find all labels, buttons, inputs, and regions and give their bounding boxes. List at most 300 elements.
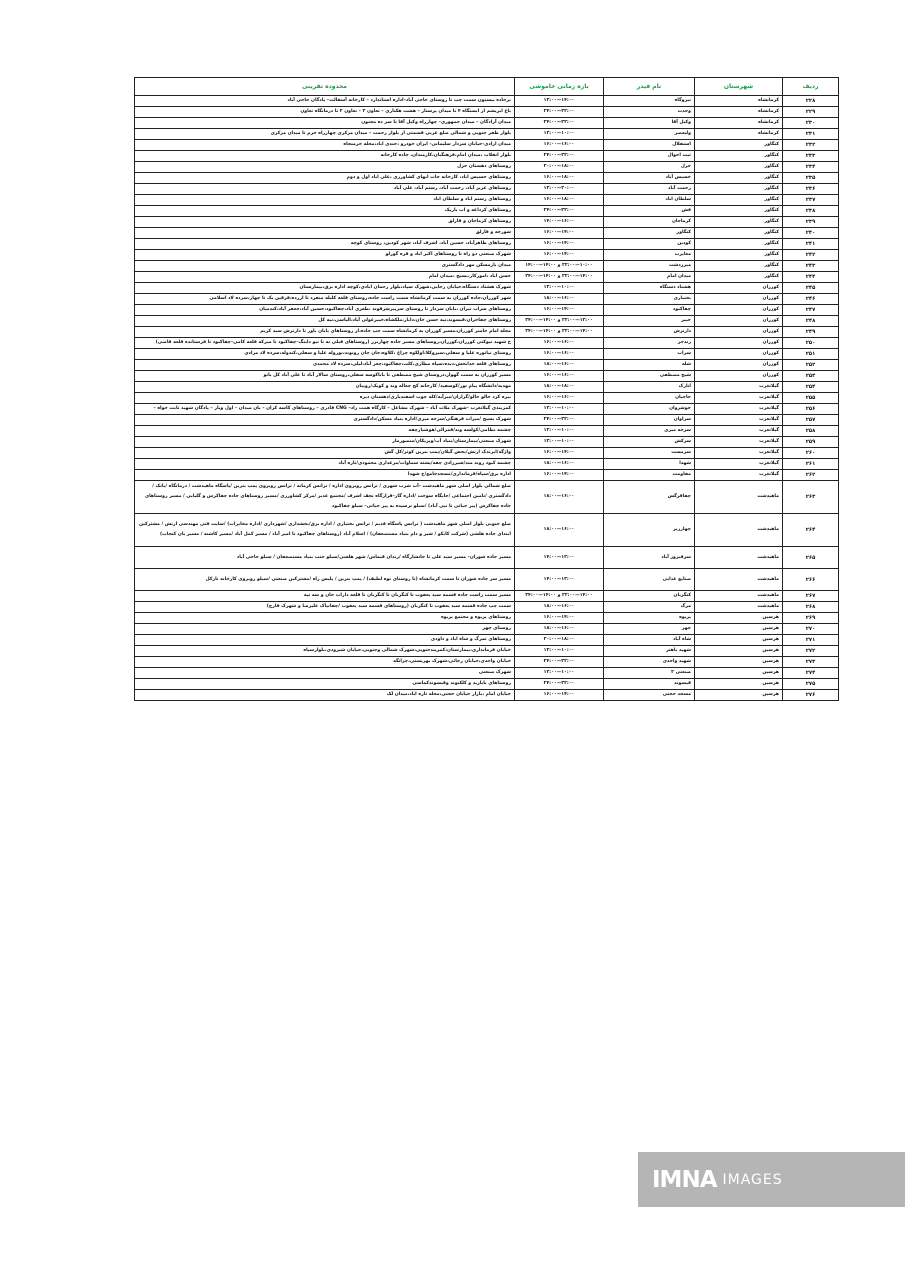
row-number-cell: ۲۳۱ [783,129,839,140]
county-cell: کوزران [695,349,783,360]
feeder-cell: شهید واحدی [604,657,695,668]
county-cell: کوزران [695,283,783,294]
county-cell: هرسین [695,624,783,635]
county-cell: کنگاور [695,206,783,217]
row-number-cell: ۲۲۹ [783,107,839,118]
table-row [135,668,839,679]
table-row [135,679,839,690]
table-body [135,96,839,701]
area-cell: باغ ابریشم از ایستگاه ۴ تا میدان پرستار – هشت هکتاری – تعاون ۳ – تعاون ۲ تا درمانگاه تعاون [135,107,515,118]
county-cell: هرسین [695,657,783,668]
county-cell: گیلانغرب [695,393,783,404]
time-cell: ۱۶:۰۰—۱۶:۰۰ [515,349,604,360]
row-number-cell: ۲۷۳ [783,657,839,668]
table-row [135,426,839,437]
table-header-row [135,78,839,96]
county-cell: ماهیدشت [695,569,783,591]
header-time: بازه زمانی خاموشی [515,78,604,96]
table-row [135,547,839,569]
area-cell: میدان ازادی-خیابان سردار سلیمانی- ایران خودرو ،جندی اباد،محله خرمنجاه [135,140,515,151]
county-cell: کنگاور [695,140,783,151]
row-number-cell: ۲۳۸ [783,206,839,217]
county-cell: ماهیدشت [695,591,783,602]
row-number-cell: ۲۴۳ [783,261,839,272]
area-cell: روستاهای طاهرآباد، حسین آباد، اشرف آباد، شهر کودین، روستای کوچه [135,239,515,250]
county-cell: گیلانغرب [695,426,783,437]
time-cell: ۱۰:۰۰—۱۲:۰۰ [515,283,604,294]
table-row [135,96,839,107]
area-cell: روستاهای قلعه خدابخش،دیده،سپاه مطاری،کلت،چقاکبود،چغر آباد،لیلی،سرده لاد محمدی [135,360,515,371]
area-cell: سمت چپ جاده قسمه سید یعقوب تا کنگربان (روستاهای قسمه سید یعقوب /چقانیاک علیرضا و شهرک قارچ) [135,602,515,613]
table-row [135,514,839,547]
area-cell: روستاهای کرداغه و اب باریک [135,206,515,217]
table-row [135,624,839,635]
time-cell: ۱۰:۰۰—۱۲:۰۰ [515,426,604,437]
feeder-cell: سراوان [604,415,695,426]
row-number-cell: ۲۶۰ [783,448,839,459]
feeder-cell: پریوه [604,613,695,624]
table-row [135,129,839,140]
time-cell: ۱۴:۰۰—۱۶:۰۰ [515,239,604,250]
table-row [135,404,839,415]
time-cell: ۱۴:۰۰—۲۲:۰۰ و ۱۴:۰۰—۲۴:۰۰ [515,591,604,602]
feeder-cell: بختیاری [604,294,695,305]
county-cell: کوزران [695,316,783,327]
table-row [135,646,839,657]
feeder-cell: نیروگاه [604,96,695,107]
row-number-cell: ۲۷۱ [783,635,839,646]
time-cell: ۲۲:۰۰—۲۴:۰۰ [515,415,604,426]
area-cell: روستاهای پریوه و مجتمع پریوه [135,613,515,624]
row-number-cell: ۲۷۴ [783,668,839,679]
feeder-cell: چقاکبود [604,305,695,316]
table-row [135,239,839,250]
county-cell: کوزران [695,327,783,338]
row-number-cell: ۲۵۵ [783,393,839,404]
feeder-cell: استقلال [604,140,695,151]
area-cell: روستاهای عزیز آباد، رحمت آباد، رستم آباد، علی آباد [135,184,515,195]
table-row [135,107,839,118]
row-number-cell: ۲۶۸ [783,602,839,613]
table-row [135,481,839,514]
table-row [135,602,839,613]
time-cell: ۱۰:۰۰—۱۲:۰۰ [515,668,604,679]
feeder-cell: سرخه میری [604,426,695,437]
row-number-cell: ۲۶۵ [783,547,839,569]
time-cell: ۱۰:۰۰—۱۲:۰۰ [515,404,604,415]
county-cell: گیلانغرب [695,437,783,448]
county-cell: کنگاور [695,272,783,283]
watermark-suffix: IMAGES [722,1171,783,1188]
area-cell: روستاهای تمرگ و شاه اباد و داودی [135,635,515,646]
county-cell: کوزران [695,305,783,316]
county-cell: کوزران [695,371,783,382]
area-cell: بلوار ظفر جنوبی و شمالی ضلع غربی قسمتی از بلوار رحمت – میدان مرکزی چهارراه خرم تا میدان مرکزی [135,129,515,140]
table-row [135,470,839,481]
area-cell: ضلع شمالی بلوار اصلی شهر ماهیدشت –آب شرب شهری / ترانس روبروی اداره / ترانس کرمانه / ترانس روبروی پمپ بنزین /پاسگاه ماهیدشت / درمانگاه /بانک /دادگستری /تامین اجتماعی /جایگاه سوخت /اداره گاز–قرارگاه نجف اشرف /مجتمع غدیر /مرکز کشاورزی /مسیر روستاهای جاده چقاکرس و گلیایی / مسیر روستاهای جاده چقاکرس (پیر حیاتی تا نبی آباد) /سیلو نرسیده به پیر حیاتی– سیلو چقاکبود [135,481,515,514]
feeder-cell: شهدا [604,459,695,470]
row-number-cell: ۲۵۷ [783,415,839,426]
area-cell: برخاده بیستون سمت چپ تا روستای حاجی آباد–اداره استاندارد – کارخانه آسفالت– پادگان حاجی آباد [135,96,515,107]
table-row [135,261,839,272]
feeder-cell: هشتاد دستگاه [604,283,695,294]
time-cell: ۱۴:۰۰—۱۶:۰۰ [515,250,604,261]
table-row [135,173,839,184]
table-row [135,591,839,602]
feeder-cell: کنگربان [604,591,695,602]
county-cell: کوزران [695,338,783,349]
feeder-cell: میدان امام [604,272,695,283]
feeder-cell: مغایرت [604,250,695,261]
time-cell: ۱۴:۰۰—۲۲:۰۰ و ۱۴:۰۰—۲۴:۰۰ [515,272,604,283]
header-area: محدوده تقریبی [135,78,515,96]
table-row [135,349,839,360]
time-cell: ۱۴:۰۰—۱۶:۰۰ [515,690,604,701]
table-row [135,371,839,382]
county-cell: گیلانغرب [695,459,783,470]
time-cell: ۱۶:۰۰—۱۸:۰۰ [515,459,604,470]
row-number-cell: ۲۴۸ [783,316,839,327]
area-cell: روستاهای بابازید و کلکنوند وقیسوندکماسی [135,679,515,690]
county-cell: هرسین [695,613,783,624]
row-number-cell: ۲۷۵ [783,679,839,690]
area-cell: چشمه کبود روند مند/شیرزادی چقه/پشته سماوات/مرغداری محمودی/تازه آباد [135,459,515,470]
time-cell: ۲۲:۰۰—۲۴:۰۰ [515,118,604,129]
row-number-cell: ۲۴۹ [783,327,839,338]
area-cell: کمربندی گیلانغرب –شهرک ملات آباد – شهرک مشاغل – کارگاه همت زاد– CNG قادری – روستاهای کاسه کران – بان میدان – اول وبار – پادگان شهید ثابت خواه – [135,404,515,415]
table-row [135,118,839,129]
time-cell: ۲۲:۰۰—۲۴:۰۰ [515,151,604,162]
row-number-cell: ۲۶۷ [783,591,839,602]
row-number-cell: ۲۴۰ [783,228,839,239]
time-cell: ۲۰:۰۰—۱۲:۰۰ [515,184,604,195]
feeder-cell: مسجد حجتی [604,690,695,701]
row-number-cell: ۲۵۲ [783,360,839,371]
row-number-cell: ۲۵۱ [783,349,839,360]
table-row [135,415,839,426]
time-cell: ۱۶:۰۰—۱۸:۰۰ [515,514,604,547]
table-row [135,635,839,646]
area-cell: شورجه و فارلق [135,228,515,239]
row-number-cell: ۲۳۴ [783,162,839,173]
county-cell: ماهیدشت [695,481,783,514]
area-cell: بیره کرد خالو خالو/گرازان/میرآبه/کله چوب اسفندیاری/دهستان دیره [135,393,515,404]
table-row [135,206,839,217]
feeder-cell: کرماجان [604,217,695,228]
row-number-cell: ۲۴۶ [783,294,839,305]
feeder-cell: مقاومت [604,470,695,481]
table-row [135,657,839,668]
area-cell: مسیر کوزران به سمت گهوار،دروستای شیخ مصطفی تا باباکوسه سفلی،روستای سالار آباد تا علی آباد کل بانو [135,371,515,382]
time-cell: ۱۶:۰۰—۱۸:۰۰ [515,481,604,514]
county-cell: گیلانغرب [695,382,783,393]
area-cell: روستاهای دهستان خزل [135,162,515,173]
county-cell: کنگاور [695,173,783,184]
time-cell: ۱۴:۰۰—۱۶:۰۰ [515,448,604,459]
row-number-cell: ۲۴۴ [783,272,839,283]
time-cell: ۱۸:۰۰—۱۶:۰۰ [515,173,604,184]
table-row [135,459,839,470]
county-cell: هرسین [695,646,783,657]
time-cell: ۱۸:۰۰—۱۶:۰۰ [515,195,604,206]
time-cell: ۱۶:۰۰—۱۶:۰۰ [515,338,604,349]
feeder-cell: سرمست [604,448,695,459]
feeder-cell: صنعتی ۲ [604,668,695,679]
feeder-cell: چهارزبر [604,514,695,547]
feeder-cell: خسیس آباد [604,173,695,184]
area-cell: روستاهای رستم اباد و سلطان اباد [135,195,515,206]
county-cell: کنگاور [695,228,783,239]
area-cell: اداره برق/سپاه/فرمانداری/مسجدجامع/خ شهدا [135,470,515,481]
feeder-cell: خوشروان [604,404,695,415]
feeder-cell: ولیعصر [604,129,695,140]
row-number-cell: ۲۵۹ [783,437,839,448]
time-cell: ۱۶:۰۰—۱۸:۰۰ [515,602,604,613]
feeder-cell: چقاقرگس [604,481,695,514]
time-cell: ۱۲:۰۰—۱۴:۰۰ [515,569,604,591]
time-cell: ۱۲:۰۰—۱۴:۰۰ [515,547,604,569]
table-row [135,613,839,624]
area-cell: مسیر سر جاده شوران تا سمت کرمانشاه (تا روستای نوه لطیف) / پمپ بنزین / پلیس راه /مشترکین صنعتی /سیلو روبروی کارخانه تازکل [135,569,515,591]
row-number-cell: ۲۴۱ [783,239,839,250]
area-cell: شهرک صنعتی/بیمارستان/بنیاد آب/ویزیکان/منصورمار [135,437,515,448]
row-number-cell: ۲۵۶ [783,404,839,415]
county-cell: کرمانشاه [695,129,783,140]
county-cell: هرسین [695,679,783,690]
county-cell: ماهیدشت [695,602,783,613]
area-cell: میدان آزادگان – میدان جمهوری– چهارراه وکیل آقا تا سر ده مجنون [135,118,515,129]
row-number-cell: ۲۵۴ [783,382,839,393]
row-number-cell: ۲۵۰ [783,338,839,349]
time-cell: ۱۶:۰۰—۱۴:۰۰ [515,217,604,228]
header-row-number: ردیف [783,78,839,96]
county-cell: هرسین [695,635,783,646]
row-number-cell: ۲۷۲ [783,646,839,657]
row-number-cell: ۲۳۰ [783,118,839,129]
feeder-cell: چهر [604,624,695,635]
county-cell: کنگاور [695,184,783,195]
feeder-cell: قیسوند [604,679,695,690]
county-cell: ماهیدشت [695,547,783,569]
watermark [638,1152,905,1207]
county-cell: هرسین [695,668,783,679]
area-cell: روستاهای کرماجان و قارلق [135,217,515,228]
feeder-cell: سرکش [604,437,695,448]
row-number-cell: ۲۶۴ [783,514,839,547]
row-number-cell: ۲۵۳ [783,371,839,382]
county-cell: کنگاور [695,195,783,206]
feeder-cell: کنگاور [604,228,695,239]
county-cell: کنگاور [695,239,783,250]
area-cell: مسیر جاده شوران– مسیر سید علی تا جانشارگاه /زندان قیماس/ شهر هلشی/سیلو جنب بنیاد مستضعفان / سیلو حاجی آباد [135,547,515,569]
table-row [135,272,839,283]
table-row [135,217,839,228]
area-cell: چشمه نظامی/کولسه وند/قمرالی/هوشیارچقه [135,426,515,437]
time-cell: ۱۶:۰۰—۱۸:۰۰ [515,360,604,371]
row-number-cell: ۲۴۷ [783,305,839,316]
time-cell: ۱۴:۰۰—۱۶:۰۰ [515,613,604,624]
table-row [135,393,839,404]
header-county: شهرستان [695,78,783,96]
table-row [135,360,839,371]
table-row [135,283,839,294]
time-cell: ۱۴:۰۰—۱۶:۰۰ [515,305,604,316]
area-cell: روستاهای چقاخزان،قیسوند،نیه حسن خان،دابار،ملکشاه،خیبرعولی آباد،الیاسی،نیه کل [135,316,515,327]
row-number-cell: ۲۳۷ [783,195,839,206]
area-cell: واژگه/ایرندک ارتش/بخش گیلان/پمپ بنزین کوثر/کل گش [135,448,515,459]
area-cell: خ شهید نیوکتی کوزران،کوزران،روستاهای مسیر جاده چهاربزر (روستاهای قبلی نه تا نیو داینگ–چقاکبود تا میرکه قلعه کامی–چقاکبود تا فرستانده قلعه قاضی) [135,338,515,349]
feeder-cell: حاجیان [604,393,695,404]
row-number-cell: ۲۳۶ [783,184,839,195]
time-cell: ۲۲:۰۰—۲۴:۰۰ [515,206,604,217]
county-cell: کنگاور [695,151,783,162]
outage-schedule-table [134,77,839,701]
table-row [135,305,839,316]
county-cell: هرسین [695,690,783,701]
area-cell: شهرک هشتاد دستگاه،خیابان رجایی،شهرک سپاد،بلوار رحمان ابادی،کوچه اداره برق،بیمارستان [135,283,515,294]
row-number-cell: ۲۴۵ [783,283,839,294]
table-row [135,294,839,305]
time-cell: ۱۰:۰۰—۱۲:۰۰ [515,437,604,448]
time-cell: ۱۶:۰۰—۱۶:۰۰ [515,140,604,151]
time-cell: ۱۲:۰۰—۲۲:۰۰ و ۱۴:۰۰—۲۴:۰۰ [515,316,604,327]
table-row [135,228,839,239]
feeder-cell: شاه آباد [604,635,695,646]
time-cell: ۱۴:۰۰—۱۶:۰۰ [515,228,604,239]
row-number-cell: ۲۳۳ [783,151,839,162]
county-cell: کنگاور [695,261,783,272]
table-row [135,448,839,459]
area-cell: میدان بارمسکن مهر دادگستری [135,261,515,272]
feeder-cell: شیخ مصطفی [604,371,695,382]
table-row [135,316,839,327]
time-cell: ۱۶:۰۰—۱۶:۰۰ [515,393,604,404]
time-cell: ۲۲:۰۰—۲۴:۰۰ [515,679,604,690]
county-cell: گیلانغرب [695,404,783,415]
table-row [135,195,839,206]
area-cell: روستاهای سراب نیران ،بابان سردار تا روستای سرپیرشرقوند ،طغری آباد،چقاکبود،حسین آباد،جعفر آباد،کندمیان [135,305,515,316]
row-number-cell: ۲۶۳ [783,481,839,514]
county-cell: کرمانشاه [695,118,783,129]
time-cell: ۱۰:۰۰—۱۲:۰۰ [515,646,604,657]
area-cell: شهرک صنعتی [135,668,515,679]
time-cell: ۱۸:۰۰—۱۸:۰۰ [515,382,604,393]
row-number-cell: ۲۴۲ [783,250,839,261]
table-row [135,184,839,195]
feeder-cell: کودین [604,239,695,250]
table-row [135,569,839,591]
feeder-cell: دارنرش [604,327,695,338]
area-cell: ضلع جنوبی بلوار اصلی شهر ماهیدشت ( ترانس پاسگاه قدیم / ترانس بختیاری / اداره برق/بخشداری /شهرداری /اداره مخابرات) /سایت فنی مهندسی ارتش / مشترکین ابتدای جاده هلشی (شرکت کابکو / شیر و دام بنیاد مستضعفان) / اسلام آباد (روستاهای چقاکبود تا امیر آباد / مسیر کمل آباد /مسیر کاشنه / مسیر بان کنجاب) [135,514,515,547]
time-cell: ۲۲:۰۰—۲۴:۰۰ [515,657,604,668]
time-cell: ۲۲:۰۰—۲۴:۰۰ [515,107,604,118]
time-cell: ۱۶:۰۰—۱۸:۰۰ [515,294,604,305]
feeder-cell: سرفیروز آباد [604,547,695,569]
table-row [135,151,839,162]
county-cell: کوزران [695,360,783,371]
feeder-cell: ثبت احوال [604,151,695,162]
county-cell: ماهیدشت [695,514,783,547]
time-cell: ۱۸:۰۰—۲۰:۰۰ [515,162,604,173]
table-row [135,382,839,393]
row-number-cell: ۲۷۰ [783,624,839,635]
county-cell: گیلانغرب [695,448,783,459]
time-cell: ۱۴:۰۰—۲۲:۰۰ و ۱۴:۰۰—۲۴:۰۰ [515,327,604,338]
county-cell: کنگاور [695,250,783,261]
area-cell: شهرک صنعتی دو راه تا روستاهای اکبر اباد و قره گوزلو [135,250,515,261]
county-cell: کرمانشاه [695,96,783,107]
watermark-brand-logo: IMNA [652,1166,717,1193]
county-cell: گیلانغرب [695,415,783,426]
table-row [135,690,839,701]
feeder-cell: شله [604,360,695,371]
row-number-cell: ۲۶۹ [783,613,839,624]
row-number-cell: ۲۲۸ [783,96,839,107]
area-cell: روستای تیاتوره علیا و سفلی،سیروکلا،اولکوه چراغ ،کلاوه،جان جان رونوند،نوروله علیا و سفلی،کندوله،سرده لاد مرادی [135,349,515,360]
table-row [135,338,839,349]
area-cell: روستای چهر [135,624,515,635]
feeder-cell: انارک [604,382,695,393]
county-cell: گیلانغرب [695,470,783,481]
row-number-cell: ۲۷۶ [783,690,839,701]
feeder-cell: وکیل آقا [604,118,695,129]
area-cell: شهر کوزران،جاده کوزران به سمت کرمانشاه سمت راست جاده،روستای قلعه کلیله منفرد تا ازرده،فرقین یک تا چهار،سرده لاد اسلامی [135,294,515,305]
area-cell: بلوار انقلاب ،میدان امام،فرهنگیان،کارمندان، جاده کارخانه [135,151,515,162]
feeder-cell: زندجر [604,338,695,349]
feeder-cell: سلطان اباد [604,195,695,206]
county-cell: کنگاور [695,217,783,228]
table-row [135,437,839,448]
area-cell: حسن اباد ،امورکار،بسیج ،میدان امام [135,272,515,283]
area-cell: مسیر سمت راست جاده قسمه سید یعقوب تا کنگربان تا کنگربان تا قلعه داراب خان و سه تپه [135,591,515,602]
table-row [135,327,839,338]
feeder-cell: مرگ [604,602,695,613]
time-cell: ۱۴:۰۰—۱۲:۰۰ [515,96,604,107]
feeder-cell: سراب [604,349,695,360]
feeder-cell: خزل [604,162,695,173]
table-row [135,140,839,151]
row-number-cell: ۲۶۲ [783,470,839,481]
feeder-cell: رحمت آباد [604,184,695,195]
feeder-cell: فش [604,206,695,217]
table-row [135,162,839,173]
feeder-cell: شهید باهنر [604,646,695,657]
time-cell: ۱۴:۰۰—۱۶:۰۰ [515,470,604,481]
feeder-cell: میرزدشت [604,261,695,272]
time-cell: ۱۰:۰۰—۲۲:۰۰ و ۱۴:۰۰—۱۴:۰۰ [515,261,604,272]
county-cell: کوزران [695,294,783,305]
row-number-cell: ۲۳۹ [783,217,839,228]
table-row [135,250,839,261]
time-cell: ۱۰:۰۰—۱۲:۰۰ [515,129,604,140]
row-number-cell: ۲۳۵ [783,173,839,184]
area-cell: خیابان واحدی،خیابان رجائی،شهرک بهزیستی،چراتگه [135,657,515,668]
header-feeder: نام فیدر [604,78,695,96]
area-cell: محله امام خامنر کوزران،مسیر کوزران به کرمانشاه سمت چپ جاده،از روستاهای بابان یاور تا دارنرش سید کریم [135,327,515,338]
area-cell: شهرک بسیج /میراث فرهنگی/سرخه میری/اداره بنیاد مسکن/دادگستری [135,415,515,426]
area-cell: مهدیه/دانشگاه پیام نور/کوسفید/ کارخانه کج چغاله وند و کویک/رویبان [135,382,515,393]
area-cell: روستاهای خسیس اباد، کارخانه جات ابهای کشاورزی ،علی اباد اول و دوم [135,173,515,184]
row-number-cell: ۲۵۸ [783,426,839,437]
county-cell: کرمانشاه [695,107,783,118]
area-cell: خیابان امام ،بازار خیابان حجتی،محله تازه اباد،میدان لک [135,690,515,701]
row-number-cell: ۲۶۱ [783,459,839,470]
feeder-cell: خیبر [604,316,695,327]
row-number-cell: ۲۶۶ [783,569,839,591]
feeder-cell: وحدت [604,107,695,118]
feeder-cell: صنایع غذایی [604,569,695,591]
time-cell: ۱۶:۰۰—۱۶:۰۰ [515,371,604,382]
